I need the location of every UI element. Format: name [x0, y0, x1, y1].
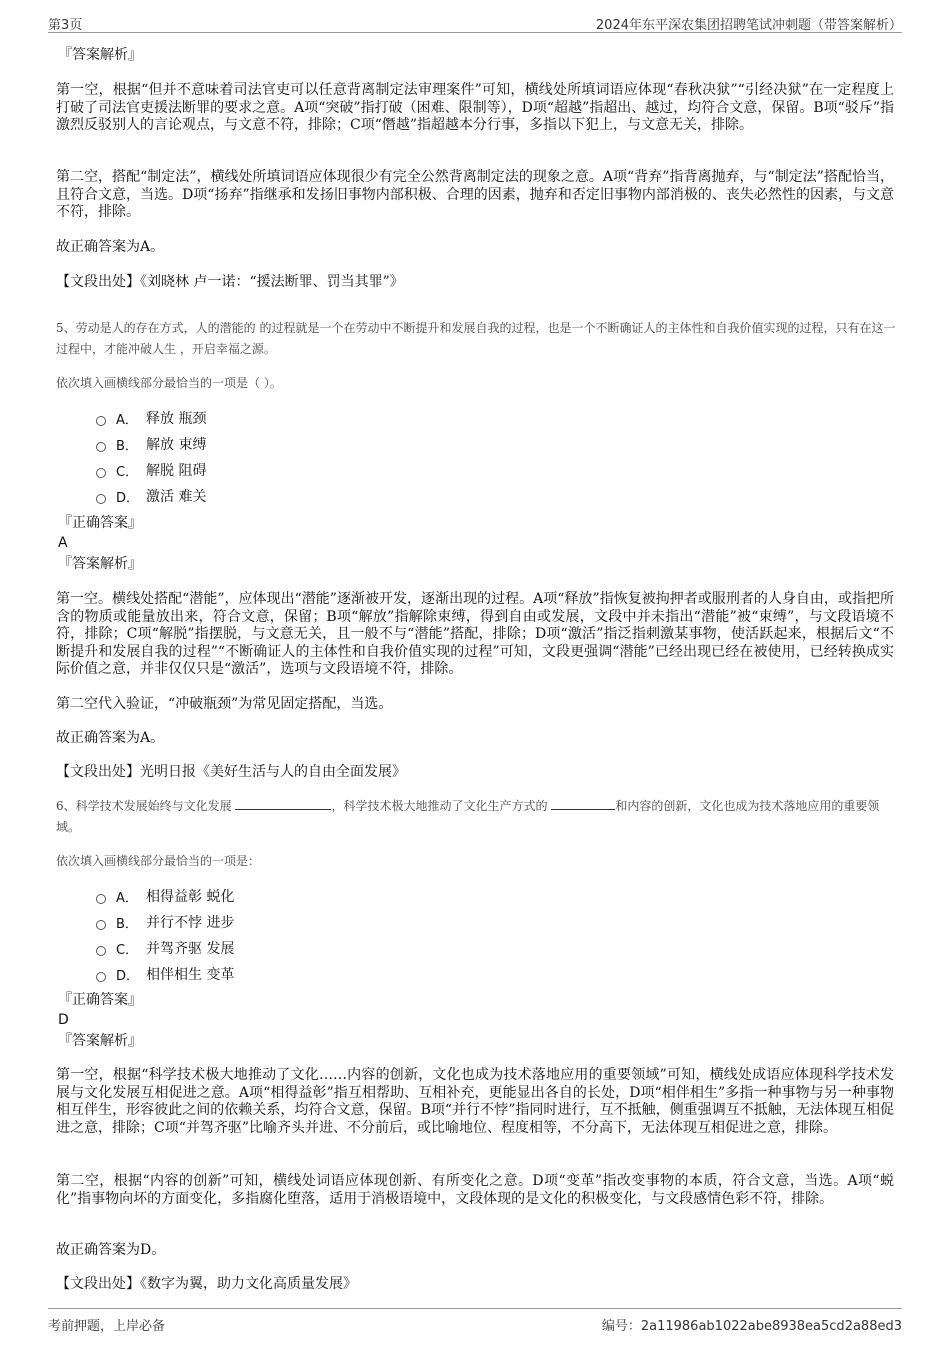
option-b[interactable]: [96, 909, 496, 935]
analysis-paragraph: 第一空，根据“但并不意味着司法官吏可以任意背离制定法审理案件”可知，横线处所填词语应体现“春秋决狱”“引经决狱”在一定程度上打破了司法官吏援法断罪的要求之意。A项“突破”指打破（困难、限制等），D项“超越”指超出、越过，均符合文意，保留。B项“驳斥”指激烈反驳别人的言论观点，与文意不符，排除；C项“僭越”指超越本分行事，多指以下犯上，与文意无关，排除。: [56, 82, 894, 133]
correct-answer: D: [58, 1012, 69, 1028]
radio-icon[interactable]: [96, 442, 106, 452]
option-letter: B．: [116, 438, 138, 454]
option-letter: C．: [116, 464, 139, 480]
page-header: [48, 12, 902, 33]
source-citation: 【文段出处】光明日报《美好生活与人的自由全面发展》: [56, 764, 406, 780]
option-c[interactable]: [96, 457, 496, 483]
analysis-heading: 『答案解析』: [58, 1033, 142, 1049]
source-citation: 【文段出处】《数字为翼，助力文化高质量发展》: [56, 1276, 357, 1292]
question-text-part: 6、科学技术发展始终与文化发展: [56, 799, 232, 813]
option-text: 并驾齐驱 发展: [146, 941, 235, 957]
radio-icon[interactable]: [96, 972, 106, 982]
radio-icon[interactable]: [96, 494, 106, 504]
question-text: 5、劳动是人的存在方式，人的潜能的 的过程就是一个在劳动中不断提升和发展自我的过程，也是一个不断确证人的主体性和自我价值实现的过程，只有在这一过程中，才能冲破人生 ，开启幸福之源。: [56, 321, 896, 356]
correct-answer-heading: 『正确答案』: [58, 992, 142, 1008]
option-b[interactable]: [96, 431, 496, 457]
radio-icon[interactable]: [96, 920, 106, 930]
document-id: 编号：2a11986ab1022abe8938ea5cd2a88ed3: [601, 1319, 902, 1334]
radio-icon[interactable]: [96, 894, 106, 904]
analysis-paragraph: 第二空，根据“内容的创新”可知，横线处词语应体现创新、有所变化之意。D项“变革”指改变事物的本质，符合文意，当选。A项“蜕化”指事物向坏的方面变化，多指腐化堕落，适用于消极语境中，文段体现的是文化的积极变化，与文段感情色彩不符，排除。: [56, 1173, 894, 1207]
question-text: [56, 796, 898, 838]
option-text: 并行不悖 进步: [146, 915, 235, 931]
question-text-part: 和内容的创新，文化也成为技术落地应用的重要领域。: [56, 799, 880, 834]
source-citation: 【文段出处】《刘晓林 卢一诺：“援法断罪、罚当其罪”》: [56, 274, 404, 290]
correct-answer: A: [58, 535, 68, 551]
options-list: [96, 405, 496, 509]
option-letter: C．: [116, 942, 139, 958]
document-title: 2024年东平深农集团招聘笔试冲刺题（带答案解析）: [595, 18, 902, 33]
option-letter: D．: [116, 490, 140, 506]
conclusion: 故正确答案为D。: [56, 1242, 166, 1258]
radio-icon[interactable]: [96, 946, 106, 956]
option-text: 解脱 阻碍: [146, 463, 207, 479]
option-d[interactable]: [96, 961, 496, 987]
analysis-heading: 『答案解析』: [58, 556, 142, 572]
analysis-paragraph: 第一空。横线处搭配“潜能”，应体现出“潜能”逐渐被开发，逐渐出现的过程。A项“释放”指恢复被拘押者或服刑者的人身自由，或指把所含的物质或能量放出来，符合文意，保留；B项“解放”指解除束缚，得到自由或发展，文段中并未指出“潜能”被“束缚”，与文段语境不符，排除；C项“解脱”指摆脱，与文意无关，且一般不与“潜能”搭配，排除；D项“激活”指泛指刺激某事物，使活跃起来，根据后文“不断提升和发展自我的过程”“不断确证人的主体性和自我价值实现的过程”可知，文段更强调“潜能”已经出现已经在被使用，已经转换成实际价值之意，并非仅仅只是“激活”，选项与文段语境不符，排除。: [56, 591, 894, 677]
option-letter: B．: [116, 916, 138, 932]
option-letter: A．: [116, 412, 138, 428]
options-list: [96, 883, 496, 987]
option-letter: D．: [116, 968, 140, 984]
footer-slogan: 考前押题，上岸必备: [48, 1319, 166, 1334]
analysis-paragraph: 第一空，根据“科学技术极大地推动了文化……内容的创新，文化也成为技术落地应用的重要领域”可知，横线处成语应体现科学技术发展与文化发展互相促进之意。A项“相得益彰”指互相帮助、互相补充，更能显出各自的长处，D项“相伴相生”多指一种事物与另一种事物相互伴生，形容彼此之间的依赖关系，均符合文意，保留。B项“并行不悖”指同时进行，互不抵触，侧重强调互不抵触，无法体现互相促进之意，排除；C项“并驾齐驱”比喻齐头并进、不分前后，或比喻地位、程度相等，不分高下，无法体现互相促进之意，排除。: [56, 1067, 894, 1136]
question-prompt: 依次填入画横线部分最恰当的一项是（ ）。: [56, 376, 282, 390]
option-a[interactable]: [96, 405, 496, 431]
radio-icon[interactable]: [96, 416, 106, 426]
option-text: 相伴相生 变革: [146, 967, 235, 983]
option-c[interactable]: [96, 935, 496, 961]
analysis-heading: 『答案解析』: [58, 47, 142, 63]
option-text: 释放 瓶颈: [146, 411, 207, 427]
option-letter: A．: [116, 890, 138, 906]
page-number: 第3页: [48, 18, 83, 33]
conclusion: 故正确答案为A。: [56, 730, 165, 746]
option-d[interactable]: [96, 483, 496, 509]
fill-blank: [235, 797, 331, 810]
radio-icon[interactable]: [96, 468, 106, 478]
correct-answer-heading: 『正确答案』: [58, 515, 142, 531]
option-a[interactable]: [96, 883, 496, 909]
option-text: 解放 束缚: [146, 437, 207, 453]
option-text: 相得益彰 蜕化: [146, 889, 235, 905]
conclusion: 故正确答案为A。: [56, 239, 165, 255]
question-text-part: ，科学技术极大地推动了文化生产方式的: [331, 799, 548, 813]
analysis-paragraph: 第二空代入验证，“冲破瓶颈”为常见固定搭配，当选。: [56, 696, 393, 712]
analysis-paragraph: 第二空，搭配“制定法”，横线处所填词语应体现很少有完全公然背离制定法的现象之意。A项“背弃”指背离抛弃，与“制定法”搭配恰当，且符合文意，当选。D项“扬弃”指继承和发扬旧事物内部积极、合理的因素，抛弃和否定旧事物内部消极的、丧失必然性的因素，与文意不符，排除。: [56, 169, 894, 220]
option-text: 激活 难关: [146, 489, 207, 505]
fill-blank: [551, 797, 615, 810]
page-footer: [48, 1308, 902, 1333]
question-prompt: 依次填入画横线部分最恰当的一项是：: [56, 854, 261, 868]
